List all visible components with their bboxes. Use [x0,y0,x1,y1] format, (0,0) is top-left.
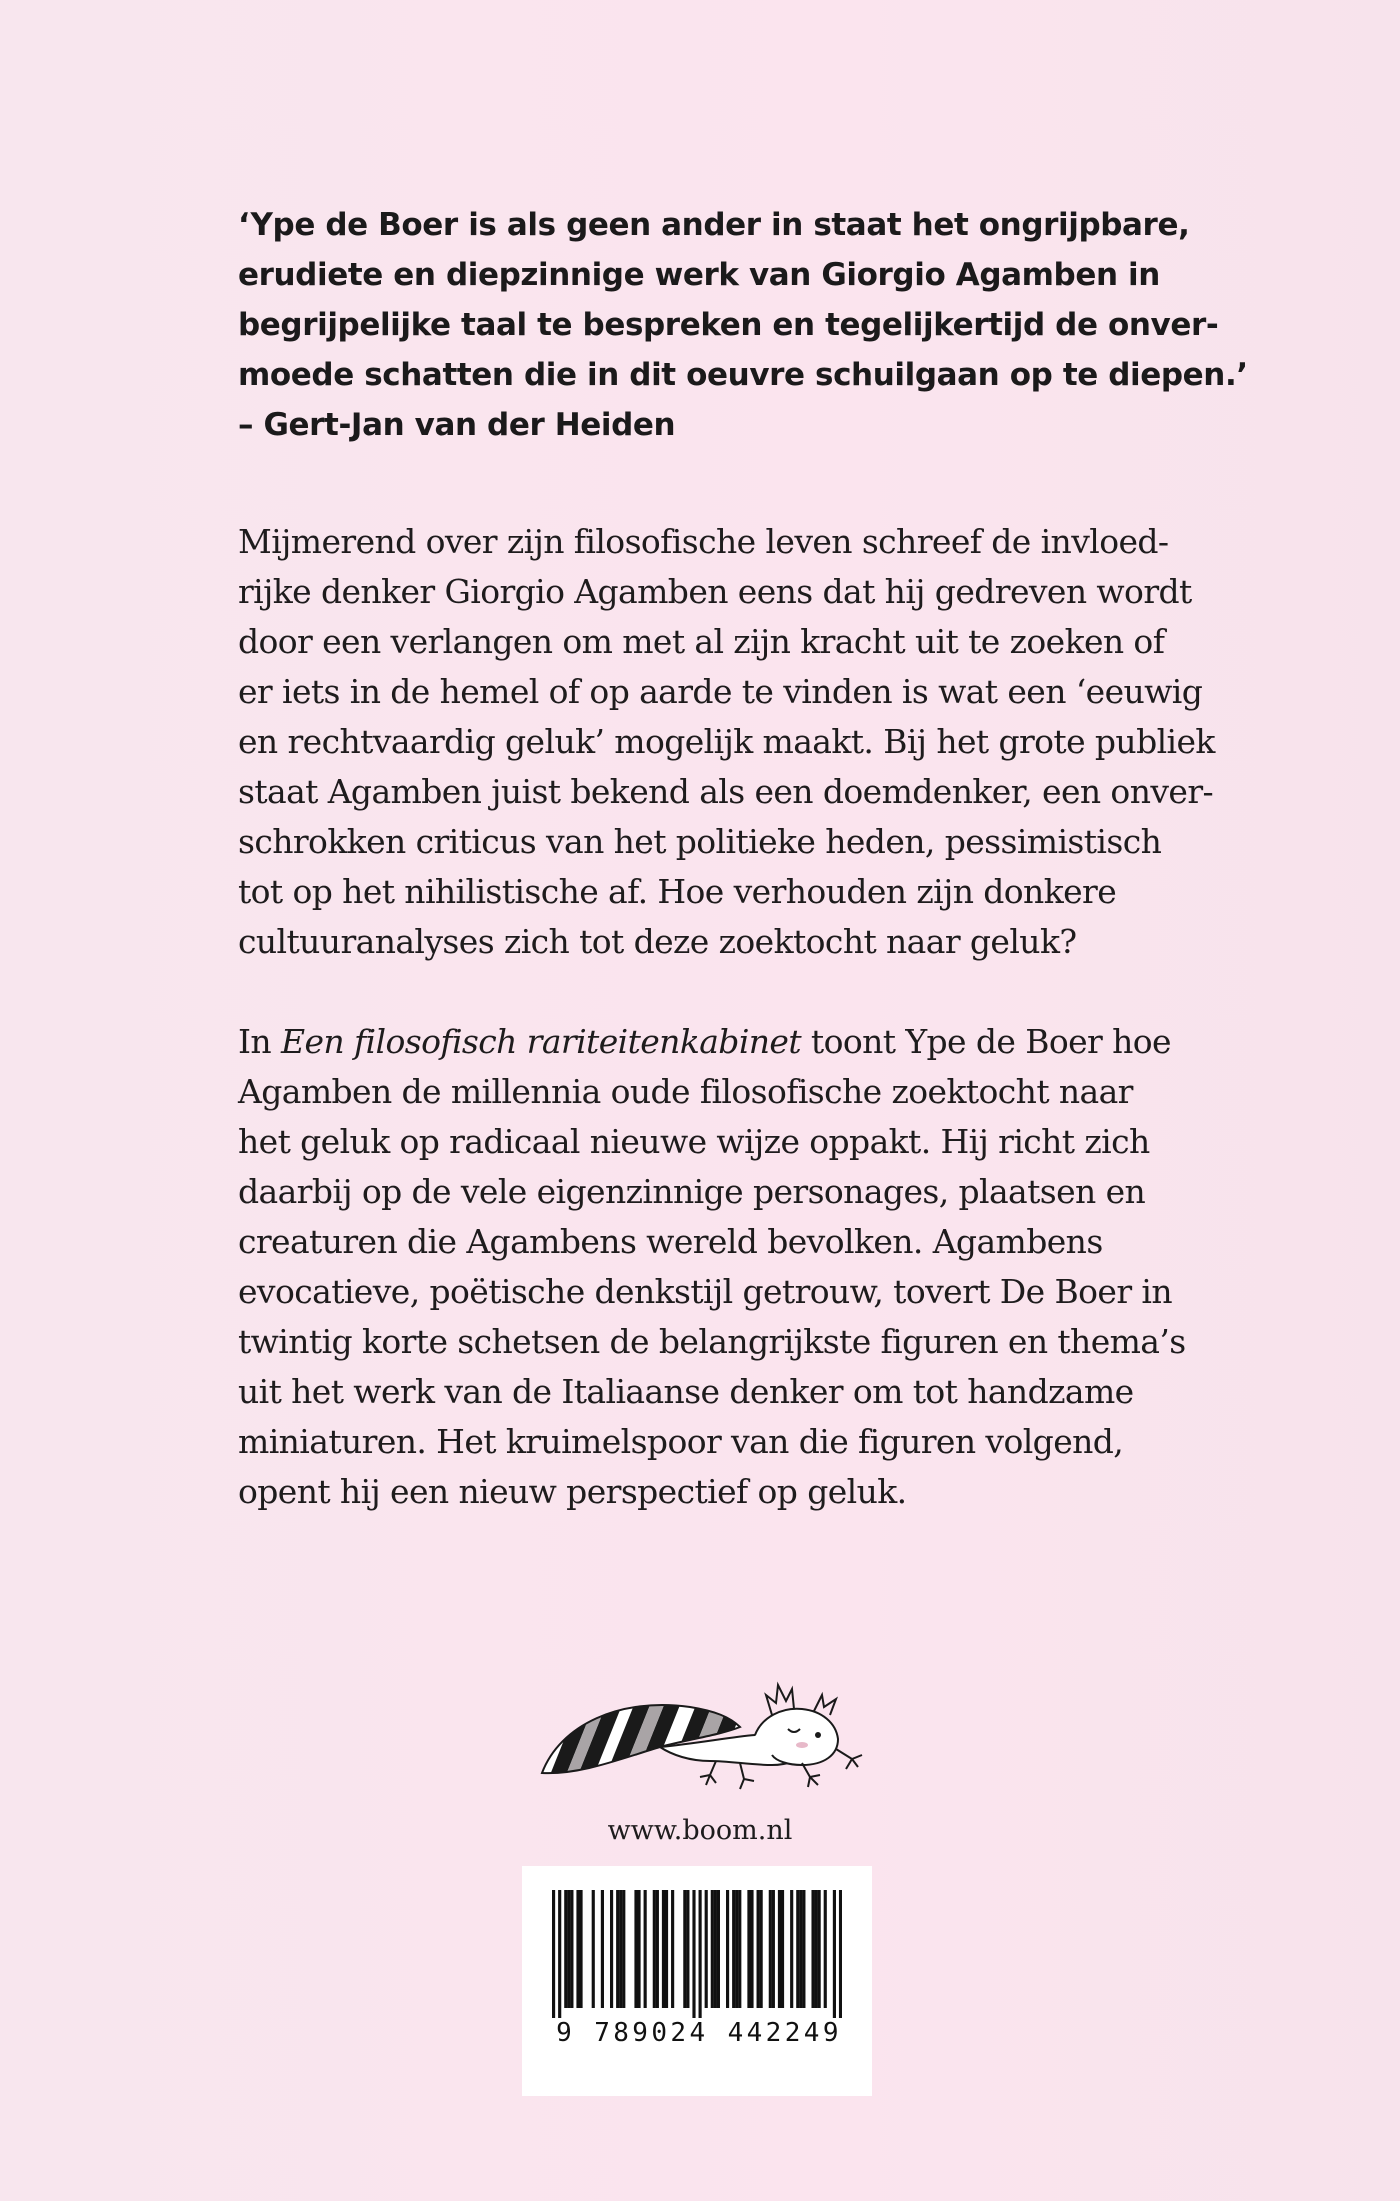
barcode-bar [671,1890,674,2008]
paragraph-line: tot op het nihilistische af. Hoe verhouden zijn donkere [238,872,1117,911]
barcode-bar [790,1890,793,2008]
barcode-bar [796,1890,799,2008]
paragraph-line: het geluk op radicaal nieuwe wijze oppakt. Hij richt zich [238,1122,1150,1161]
barcode-bar [576,1890,579,2008]
paragraph-prefix: In [238,1022,281,1061]
barcode-bar [601,1890,604,2008]
barcode-bar [705,1890,708,2008]
barcode-bar [839,1890,842,2018]
barcode-bar [811,1890,814,2008]
paragraph-line: creaturen die Agambens wereld bevolken. Agambens [238,1222,1103,1261]
paragraph-line: Mijmerend over zijn filosofische leven schreef de invloed- [238,522,1169,561]
barcode-bar [711,1890,714,2008]
paragraph-line: miniaturen. Het kruimelspoor van die figuren volgend, [238,1422,1124,1461]
barcode-bar [714,1890,717,2008]
barcode-bar [717,1890,720,2008]
barcode-bar [622,1890,625,2008]
barcode-bar [552,1890,555,2018]
barcode-bar [637,1890,640,2008]
barcode-bar [564,1890,567,2008]
paragraph-line: Agamben de millennia oude filosofische zoektocht naar [238,1072,1133,1111]
barcode-bar [567,1890,570,2008]
barcode-bar [818,1890,821,2008]
quote-line: erudiete en diepzinnige werk van Giorgio Agamben in [238,257,1160,293]
paragraph-line: rijke denker Giorgio Agamben eens dat hij gedreven wordt [238,572,1192,611]
barcode-bar [815,1890,818,2008]
barcode-bar [653,1890,656,2008]
quote-line: ‘Ype de Boer is als geen ander in staat het ongrijpbare, [238,207,1190,243]
quote-line: moede schatten die in dit oeuvre schuilgaan op te diepen.’ [238,357,1248,393]
barcode-bar [692,1890,695,2018]
barcode-bar [757,1890,760,2008]
paragraph-line: opent hij een nieuw perspectief op geluk. [238,1472,907,1511]
barcode-bar [799,1890,802,2008]
barcode-bar [656,1890,659,2008]
barcode-bar [781,1890,784,2008]
barcode-bar [686,1890,689,2008]
barcode-bar [760,1890,763,2008]
barcode-bar [833,1890,836,2018]
barcode-bar [570,1890,573,2008]
barcode-bar [738,1890,741,2008]
quote-attribution: – Gert-Jan van der Heiden [238,407,676,443]
barcode-bar [610,1890,613,2008]
paragraph-first-line [238,1017,1178,1067]
barcode-bar [732,1890,735,2008]
paragraph-suffix: toont Ype de Boer hoe [801,1022,1171,1061]
barcode-bar [616,1890,619,2008]
barcode-bar [662,1890,665,2008]
paragraph-line: schrokken criticus van het politieke heden, pessimistisch [238,822,1162,861]
blurb-paragraph-2 [238,1017,1186,1517]
paragraph-line: door een verlangen om met al zijn kracht uit te zoeken of [238,622,1165,661]
barcode-bar [579,1890,582,2008]
barcode-bar [592,1890,595,2008]
paragraph-line: uit het werk van de Italiaanse denker om tot handzame [238,1372,1134,1411]
isbn-barcode [522,1866,872,2096]
paragraph-line: evocatieve, poëtische denkstijl getrouw, tovert De Boer in [238,1272,1172,1311]
endorsement-quote [238,200,1248,450]
paragraph-line: daarbij op de vele eigenzinnige personages, plaatsen en [238,1172,1146,1211]
paragraph-line: er iets in de hemel of op aarde te vinden is wat een ‘eeuwig [238,672,1203,711]
barcode-bars [552,1890,842,2018]
barcode-bar [634,1890,637,2008]
barcode-bar [778,1890,781,2008]
barcode-bar [769,1890,772,2008]
blurb-paragraph-1 [238,517,1215,967]
quote-line: begrijpelijke taal te bespreken en tegelijkertijd de onver- [238,307,1219,343]
barcode-bar [750,1890,753,2008]
barcode-bar [619,1890,622,2008]
paragraph-line: twintig korte schetsen de belangrijkste figuren en thema’s [238,1322,1186,1361]
barcode-digits: 9 789024 442249 [556,2018,842,2048]
barcode-bar [824,1890,827,2008]
barcode-bar [747,1890,750,2008]
barcode-bar [644,1890,647,2008]
publisher-website: www.boom.nl [607,1815,793,1846]
barcode-bar [802,1890,805,2008]
barcode-bar [665,1890,668,2008]
barcode-bar [726,1890,729,2008]
barcode-bar [772,1890,775,2008]
barcode-bar [558,1890,561,2018]
axolotl-icon [540,1655,870,1795]
paragraph-line: cultuuranalyses zich tot deze zoektocht naar geluk? [238,922,1077,961]
barcode-bar [735,1890,738,2008]
barcode-bar [683,1890,686,2008]
book-title: Een filosofisch rariteitenkabinet [280,1022,802,1061]
paragraph-line: en rechtvaardig geluk’ mogelijk maakt. Bij het grote publiek [238,722,1215,761]
paragraph-line: staat Agamben juist bekend als een doemdenker, een onver- [238,772,1214,811]
barcode-bar [699,1890,702,2018]
